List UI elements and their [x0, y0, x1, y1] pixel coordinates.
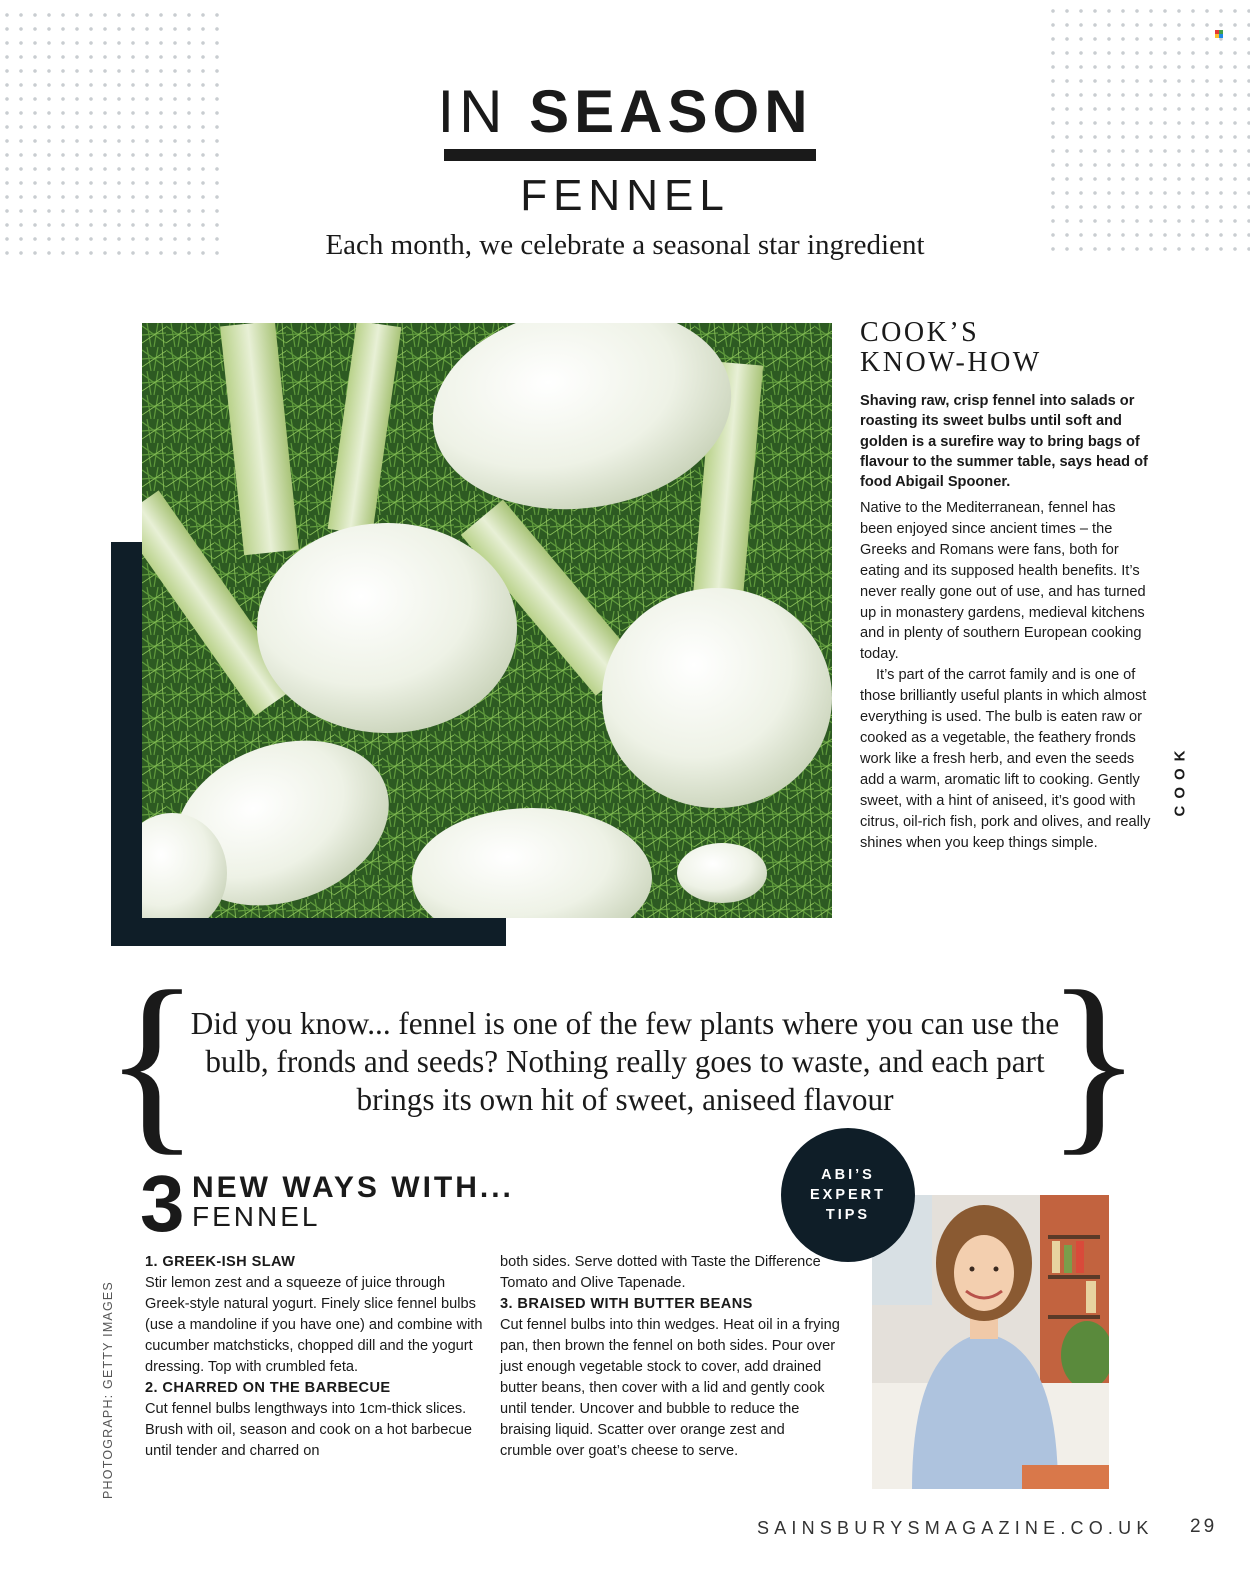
chef-portrait — [872, 1195, 1109, 1489]
page-title — [0, 78, 1250, 146]
ways-title: NEW WAYS WITH... — [192, 1171, 514, 1204]
badge-line: ABI’S — [821, 1167, 875, 1183]
know-how-paragraph: It’s part of the carrot family and is one of those brilliantly useful plants in which almost everything is used. The bulb is eaten raw or cooked as a vegetable, the feathery fronds work like a fresh herb, and even the seeds add a warm, aromatic lift to cooking. Gently sweet, with a hint of aniseed, it’s good with citrus, oil-rich fish, pork and olives, and really shines when you keep things simple. — [860, 667, 1151, 851]
pull-quote: Did you know... fennel is one of the few plants where you can use the bulb, fronds and seeds? Nothing really goes to waste, and each part brings its own hit of sweet, aniseed flavour — [190, 1006, 1060, 1117]
know-how-intro: Shaving raw, crisp fennel into salads or roasting its sweet bulbs until soft and golden is a surefire way to bring bags of flavour to the summer table, says head of food Abigail Spooner. — [860, 393, 1148, 491]
close-brace: } — [1046, 951, 1142, 1172]
footer-url: SAINSBURYSMAGAZINE.CO.UK — [757, 1518, 1154, 1538]
know-how-title-line1: COOK’S — [860, 317, 980, 348]
page-tagline: Each month, we celebrate a seasonal star ingredient — [325, 229, 925, 261]
ways-subtitle: FENNEL — [192, 1201, 321, 1232]
expert-tips-badge — [781, 1128, 915, 1262]
fennel-photo — [142, 323, 832, 918]
recipe-text-continued: both sides. Serve dotted with Taste the Difference Tomato and Olive Tapenade. — [500, 1254, 821, 1291]
recipe-text: Cut fennel bulbs into thin wedges. Heat oil in a frying pan, then brown the fennel on both sides. Pour over just enough vegetable stock to cover, add drained butter beans, then cover with a lid and gently cook until tender. Uncover and bubble to reduce the braising liquid. Scatter over orange zest and crumble over goat’s cheese to serve. — [500, 1317, 840, 1459]
know-how-title-line2: KNOW-HOW — [860, 347, 1042, 378]
badge-line: EXPERT — [809, 1187, 886, 1203]
title-light: IN — [437, 78, 508, 145]
recipe-text: Stir lemon zest and a squeeze of juice through Greek-style natural yogurt. Finely slice fennel bulbs (use a mandoline if you have one) and combine with cucumber matchsticks, chopped dill and the yogurt dressing. Top with crumbled feta. — [145, 1275, 483, 1375]
know-how-paragraph: Native to the Mediterranean, fennel has been enjoyed since ancient times – the Greeks and Romans were fans, both for eating and its supposed health benefits. It’s never really gone out of use, and has turned up in monastery gardens, medieval kitchens and in plenty of southern European cooking today. — [860, 500, 1146, 663]
badge-line: TIPS — [825, 1207, 871, 1223]
color-mark-icon — [1215, 30, 1223, 38]
know-how-body — [860, 498, 1152, 853]
know-how-title — [860, 318, 1160, 378]
title-bold: SEASON — [529, 78, 813, 145]
page-number: 29 — [1190, 1516, 1218, 1537]
title-rule — [444, 149, 816, 161]
section-label: COOK — [1171, 743, 1189, 817]
ways-number: 3 — [140, 1159, 185, 1248]
recipe-heading: 2. CHARRED ON THE BARBECUE — [145, 1380, 391, 1396]
page-subtitle: FENNEL — [520, 171, 730, 220]
recipe-heading: 1. GREEK-ISH SLAW — [145, 1254, 296, 1270]
recipe-heading: 3. BRAISED WITH BUTTER BEANS — [500, 1296, 753, 1312]
recipe-column-2 — [500, 1252, 840, 1462]
open-brace: { — [104, 951, 200, 1172]
recipe-column-1 — [145, 1252, 485, 1462]
photo-credit: PHOTOGRAPH: GETTY IMAGES — [101, 1281, 115, 1499]
recipe-text: Cut fennel bulbs lengthways into 1cm-thick slices. Brush with oil, season and cook on a hot barbecue until tender and charred on — [145, 1401, 472, 1459]
